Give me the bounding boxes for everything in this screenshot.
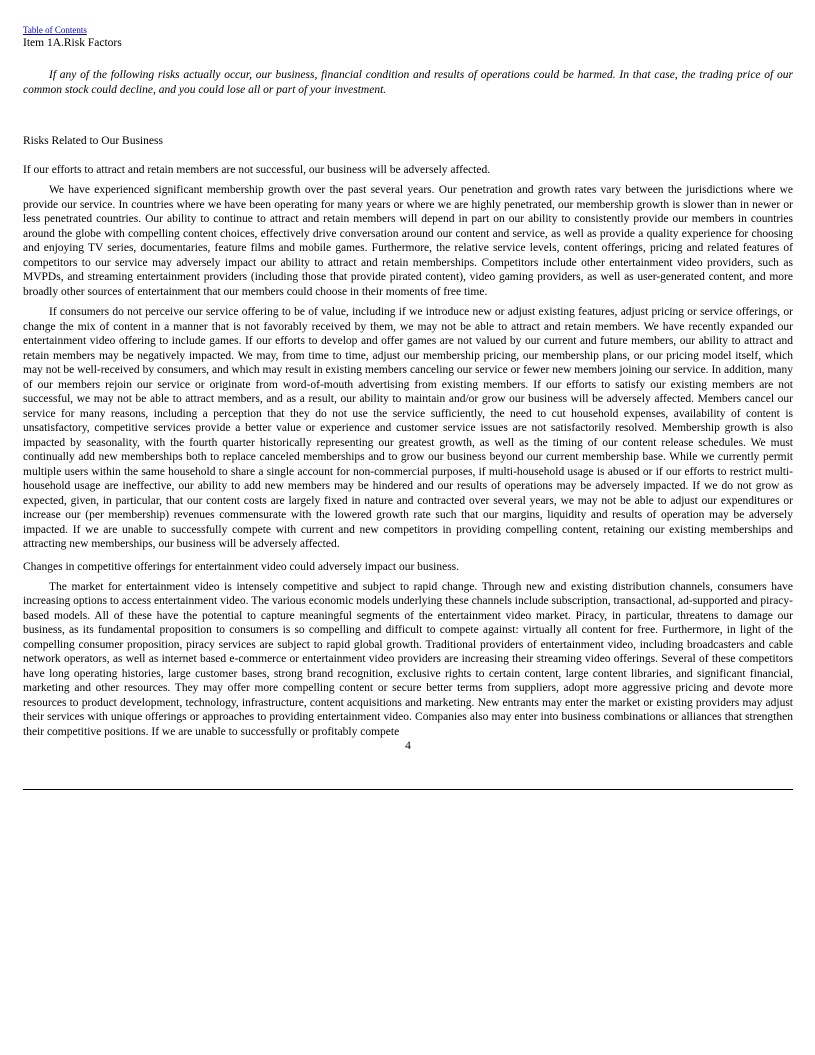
- intro-paragraph: If any of the following risks actually occur, our business, financial condition and results of operations could be harmed. In that case, the trading price of our common stock could decline, and you could lose all or part of your investment.: [23, 69, 793, 96]
- body-paragraph: The market for entertainment video is intensely competitive and subject to rapid change. Through new and existing distribution channels, consumers have increasing options to access entertainment video. The various economic models underlying these channels include subscription, transactional, ad-supported and piracy-based models. All of these have the potential to capture meaningful segments of the entertainment video market. Piracy, in particular, threatens to damage our business, as its fundamental proposition to consumers is so compelling and difficult to compete against: virtually all content for free. Furthermore, in light of the compelling consumer proposition, piracy services are subject to rapid global growth. Traditional providers of entertainment video, including broadcasters and cable network operators, as well as internet based e-commerce or entertainment video providers are increasing their streaming video offerings. Several of these competitors have long operating histories, large customer bases, strong brand recognition, exclusive rights to certain content, large content libraries, and significant financial, marketing and other resources. They may offer more compelling content or secure better terms from suppliers, adopt more aggressive pricing and devote more resources to product development, technology, infrastructure, content acquisitions and marketing. New entrants may enter the market or existing providers may adjust their services with unique offerings or approaches to providing entertainment video. Companies also may enter into business combinations or alliances that strengthen their competitive positions. If we are unable to successfully or profitably compete: [23, 580, 793, 738]
- risk-heading-competitive-offerings: Changes in competitive offerings for entertainment video could adversely impact our business.: [23, 560, 460, 573]
- page-number: 4: [405, 740, 411, 752]
- body-paragraph: If consumers do not perceive our service offering to be of value, including if we introduce new or adjust existing features, adjust pricing or service offerings, or change the mix of content in a manner that is not favorably received by them, we may not be able to attract and retain members. We have recently expanded our entertainment video offering to include games. If our efforts to develop and offer games are not valued by our current and future members, our ability to attract and retain members may be negatively impacted. We may, from time to time, adjust our membership pricing, our membership plans, or our pricing model itself, which may not be well-received by consumers, and which may result in existing members canceling our service or fewer new members joining our service. In addition, many of our members rejoin our service or originate from word-of-mouth advertising from existing members. If our efforts to satisfy our existing members are not successful, we may not be able to attract members, and as a result, our ability to maintain and/or grow our business will be adversely affected. Members cancel our service for many reasons, including a perception that they do not use the service sufficiently, the need to cut household expenses, availability of content is unsatisfactory, competitive services provide a better value or experience and customer service issues are not satisfactorily resolved. Membership growth is also impacted by seasonality, with the fourth quarter historically representing our greatest growth, as well as the timing of our content release schedules. We must continually add new memberships both to replace canceled memberships and to grow our business beyond our current membership base. While we currently permit multiple users within the same household to share a single account for non-commercial purposes, if multi-household usage is abused or if our efforts to restrict multi-household usage are ineffective, our ability to add new members may be hindered and our results of operations may be adversely impacted. If we do not grow as expected, given, in particular, that our content costs are largely fixed in nature and contracted over several years, we may not be able to adjust our expenditures or increase our (per membership) revenues commensurate with the lowered growth rate such that our margins, liquidity and results of operation may be adversely impacted. If we are unable to successfully compete with current and new competitors in providing compelling content, retaining our existing memberships and attracting new memberships, our business will be adversely affected.: [23, 306, 793, 550]
- page-divider: [23, 789, 793, 790]
- section-title: Risks Related to Our Business: [23, 135, 163, 147]
- risk-heading-attract-retain: If our efforts to attract and retain members are not successful, our business will be adversely affected.: [23, 164, 491, 176]
- table-of-contents-link[interactable]: Table of Contents: [23, 25, 87, 35]
- body-paragraph: We have experienced significant membership growth over the past several years. Our penetration and growth rates vary between the jurisdictions where we provide our service. In countries where we have been operating for many years or where we are highly penetrated, our membership growth is slower than in newer or less penetrated countries. Our ability to continue to attract and retain members will depend in part on our ability to consistently provide our members in countries around the globe with compelling content choices, effectively drive conversation around our content and service, as well as provide a quality experience for choosing and enjoying TV series, documentaries, feature films and mobile games. Furthermore, the relative service levels, content offerings, pricing and related features of competitors to our service may adversely impact our ability to attract and retain memberships. Competitors include other entertainment video providers, such as MVPDs, and streaming entertainment providers (including those that provide pirated content), video gaming providers, as well as user-generated content, and more broadly other sources of entertainment that our members could choose in their moments of free time.: [23, 184, 793, 298]
- document-page: [23, 24, 793, 753]
- item-title: Item 1A.Risk Factors: [23, 37, 122, 49]
